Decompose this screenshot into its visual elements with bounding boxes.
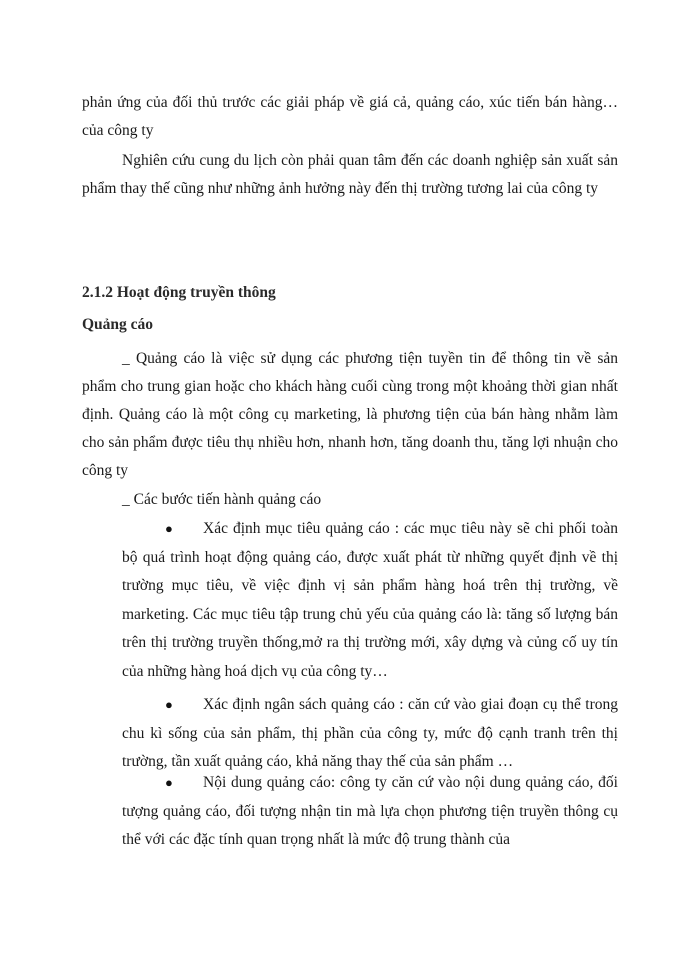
bullet-icon: ● xyxy=(165,775,173,790)
paragraph-tourism-supply-research: Nghiên cứu cung du lịch còn phải quan tâm đến các doanh nghiệp sản xuất sản phẩm thay thế cũng như những ảnh hưởng này đến thị trường tương lai của công ty xyxy=(82,152,618,197)
list-item-advertising-budget xyxy=(122,691,618,777)
list-item-text: Xác định ngân sách quảng cáo : căn cứ vào giai đoạn cụ thể trong chu kì sống của sản phẩm, thị phần của công ty, mức độ cạnh tranh trên thị trường, tần xuất quảng cáo, khả năng thay thế của sản phẩm … xyxy=(122,696,618,770)
subsection-heading: Quảng cáo xyxy=(82,316,154,333)
list-item-advertising-content xyxy=(122,769,618,855)
bullet-icon: ● xyxy=(165,521,173,536)
paragraph-advertising-steps-intro: _ Các bước tiến hành quảng cáo xyxy=(122,491,322,508)
bullet-icon: ● xyxy=(165,697,173,712)
list-item-text: Nội dung quảng cáo: công ty căn cứ vào nội dung quảng cáo, đối tượng quảng cáo, đối tượng nhận tin mà lựa chọn phương tiện truyền thông cụ thể với các đặc tính quan trọng nhất là mức độ trung thành của xyxy=(122,774,618,848)
list-item-text: Xác định mục tiêu quảng cáo : các mục tiêu này sẽ chi phối toàn bộ quá trình hoạt động quảng cáo, được xuất phát từ những quyết định về thị trường mục tiêu, về việc định vị sản phẩm hàng hoá trên thị trường, về marketing. Các mục tiêu tập trung chủ yếu của quảng cáo là: tăng số lượng bán trên thị trường truyền thống,mở ra thị trường mới, xây dựng và củng cố uy tín của những hàng hoá dịch vụ của công ty… xyxy=(122,520,618,680)
paragraph-competitor-response: phản ứng của đối thủ trước các giải pháp về giá cả, quảng cáo, xúc tiến bán hàng…của công ty xyxy=(82,94,618,139)
list-item-advertising-objective xyxy=(122,515,618,686)
paragraph-advertising-definition: _ Quảng cáo là việc sử dụng các phương tiện tuyền tin để thông tin về sản phẩm cho trung gian hoặc cho khách hàng cuối cùng trong một khoảng thời gian nhất định. Quảng cáo là một công cụ marketing, là phương tiện của bán hàng nhằm làm cho sản phẩm được tiêu thụ nhiều hơn, nhanh hơn, tăng doanh thu, tăng lợi nhuận cho công ty xyxy=(82,350,618,479)
section-heading: 2.1.2 Hoạt động truyền thông xyxy=(82,284,276,301)
